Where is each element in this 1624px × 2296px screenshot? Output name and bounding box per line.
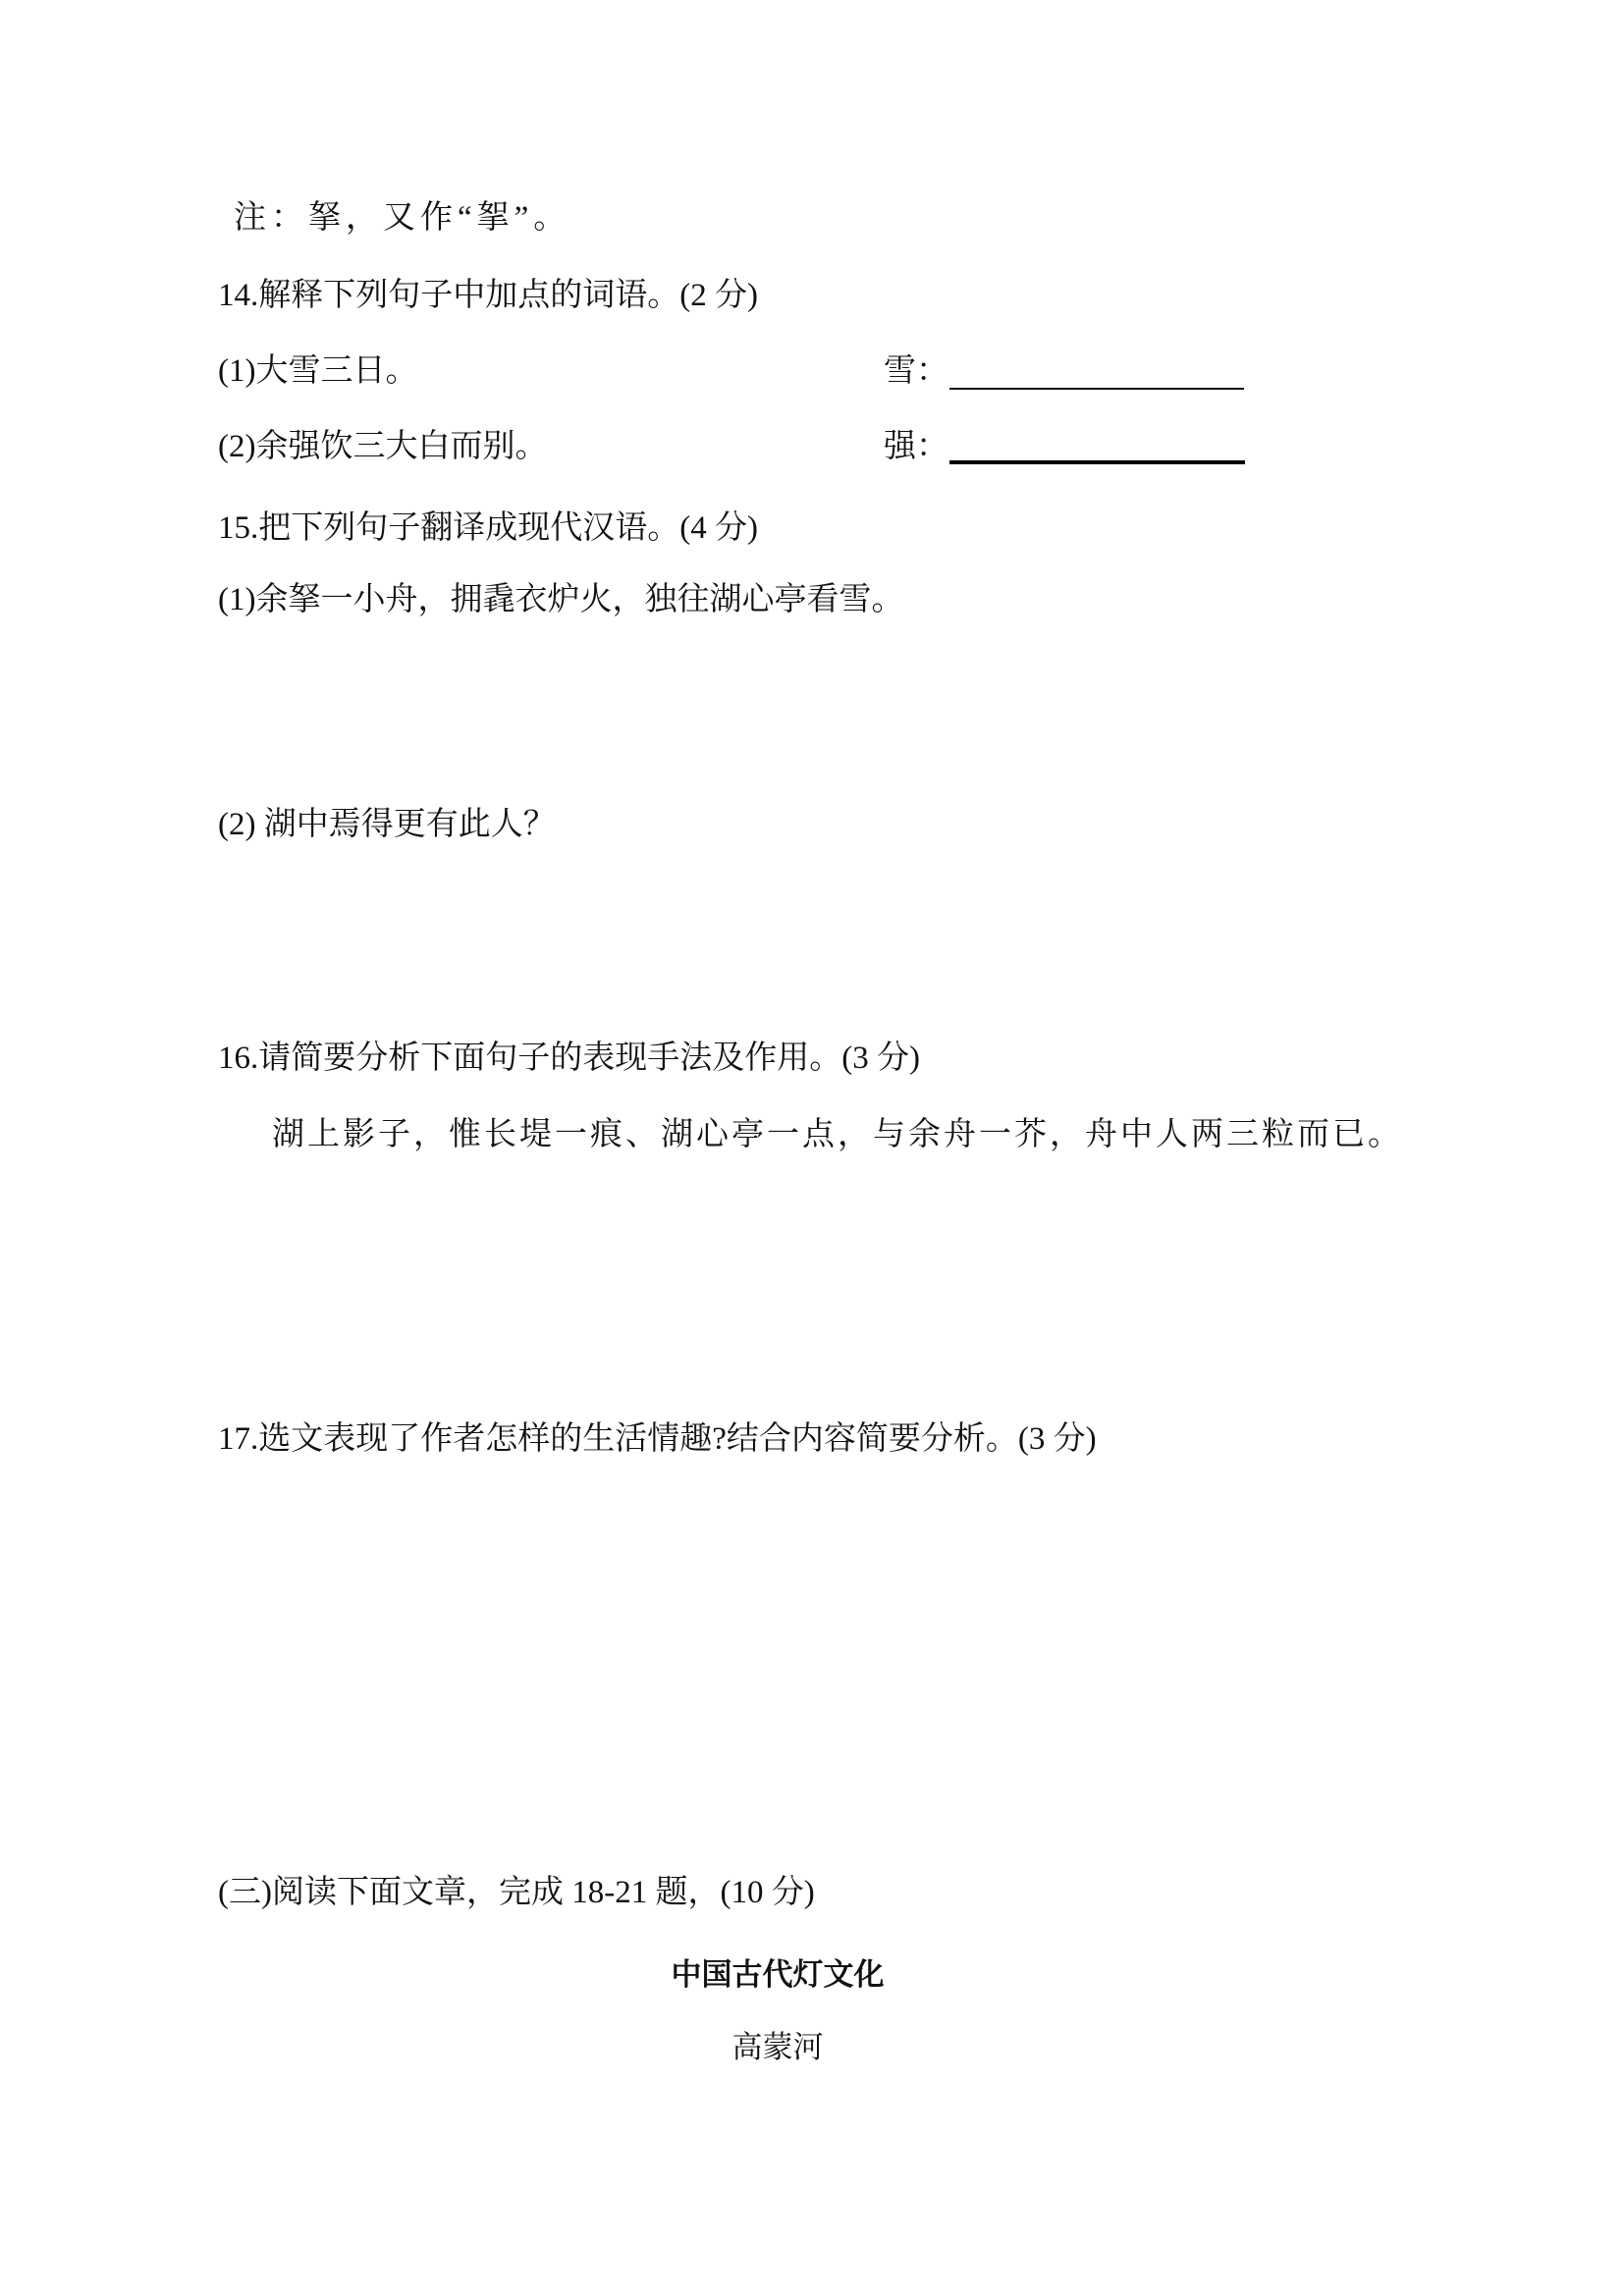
q14-item-2-answer-blank [949, 460, 1245, 464]
q15-item-2-sentence: (2) 湖中焉得更有此人？ [218, 807, 556, 842]
q14-item-2-sentence: (2)余强饮三大白而别。 [218, 429, 548, 464]
q14-item-1-word-label: 雪： [884, 353, 948, 389]
q14-item-1-answer-blank [949, 388, 1244, 390]
passage-note: 注：拏，又作“挐”。 [234, 200, 571, 236]
question-15-title: 15.把下列句子翻译成现代汉语。(4 分) [218, 510, 758, 546]
q14-item-2-word-label: 强： [884, 429, 948, 464]
q15-item-1-sentence: (1)余拏一小舟，拥毳衣炉火，独往湖心亭看雪。 [218, 582, 904, 617]
question-16-title: 16.请简要分析下面句子的表现手法及作用。(3 分) [218, 1041, 920, 1076]
section-3-intro: (三)阅读下面文章，完成 18-21 题，(10 分) [218, 1875, 815, 1910]
question-14-title: 14.解释下列句子中加点的词语。(2 分) [218, 278, 758, 313]
question-17-title: 17.选文表现了作者怎样的生活情趣?结合内容简要分析。(3 分) [218, 1421, 1097, 1457]
article-title: 中国古代灯文化 [671, 1957, 885, 1992]
q16-quoted-sentence: 湖上影子，惟长堤一痕、湖心亭一点，与余舟一芥，舟中人两三粒而已。 [272, 1117, 1403, 1152]
article-author: 高蒙河 [731, 2030, 824, 2064]
q14-item-1-sentence: (1)大雪三日。 [218, 353, 418, 389]
